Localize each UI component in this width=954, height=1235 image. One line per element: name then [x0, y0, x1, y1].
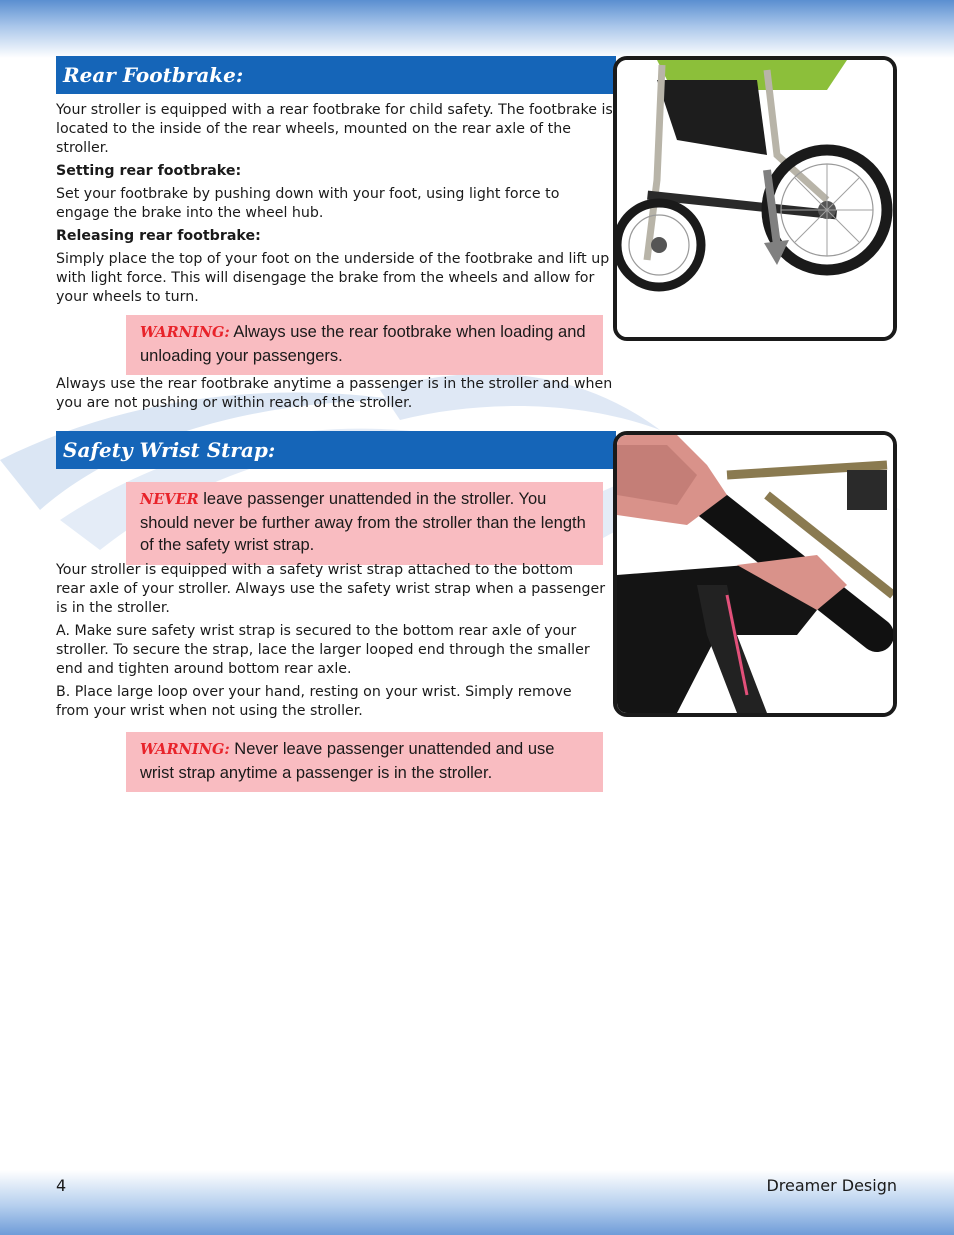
- never-keyword: NEVER: [140, 491, 199, 508]
- page-number: 4: [56, 1176, 67, 1195]
- footer-brand: Dreamer Design: [766, 1176, 897, 1195]
- wrist-strap-intro: Your stroller is equipped with a safety wrist strap attached to the bottom rear axle of your stroller. Always use the safety wrist strap when a passenger is in the stroller.: [56, 562, 606, 616]
- wrist-strap-photo: [613, 431, 897, 717]
- releasing-footbrake-heading: Releasing rear footbrake:: [56, 228, 261, 244]
- safety-wrist-strap-header: Safety Wrist Strap:: [56, 431, 616, 469]
- footbrake-warning-box: [126, 315, 603, 375]
- warning-keyword: WARNING:: [140, 324, 230, 341]
- never-warning-box: [126, 482, 603, 565]
- setting-footbrake-heading: Setting rear footbrake:: [56, 163, 242, 179]
- footbrake-note-text: Always use the rear footbrake anytime a passenger is in the stroller and when you are not pushing or within reach of the stroller.: [56, 376, 613, 411]
- rear-footbrake-body: [56, 101, 616, 307]
- never-text: leave passenger unattended in the stroller. You should never be further away from the stroller than the length of the safety wrist strap.: [140, 490, 586, 554]
- rear-footbrake-header: Rear Footbrake:: [56, 56, 616, 94]
- wrist-strap-step-a: A. Make sure safety wrist strap is secured to the bottom rear axle of your stroller. To secure the strap, lace the larger looped end through the smaller end and tighten around bottom rear axle.: [56, 623, 590, 677]
- hands-on-handlebar-image: [617, 435, 893, 713]
- warning-keyword: WARNING:: [140, 741, 230, 758]
- wrist-strap-body: [56, 561, 606, 721]
- wrist-strap-warning-box: [126, 732, 603, 792]
- rear-footbrake-intro: Your stroller is equipped with a rear footbrake for child safety. The footbrake is located to the inside of the rear wheels, mounted on the rear axle of the stroller.: [56, 102, 613, 156]
- setting-footbrake-text: Set your footbrake by pushing down with your foot, using light force to engage the brake into the wheel hub.: [56, 186, 560, 221]
- wrist-strap-step-b: B. Place large loop over your hand, resting on your wrist. Simply remove from your wrist when not using the stroller.: [56, 684, 572, 719]
- top-gradient-band: [0, 0, 954, 58]
- warning-text: Never leave passenger unattended and use wrist strap anytime a passenger is in the stroller.: [140, 740, 555, 782]
- stroller-rear-wheels-image: [617, 60, 893, 337]
- footbrake-note: [56, 375, 616, 413]
- releasing-footbrake-text: Simply place the top of your foot on the underside of the footbrake and lift up with light force. This will disengage the brake from the wheels and allow for your wheels to turn.: [56, 251, 610, 305]
- footbrake-photo: [613, 56, 897, 341]
- warning-text: Always use the rear footbrake when loading and unloading your passengers.: [140, 323, 586, 365]
